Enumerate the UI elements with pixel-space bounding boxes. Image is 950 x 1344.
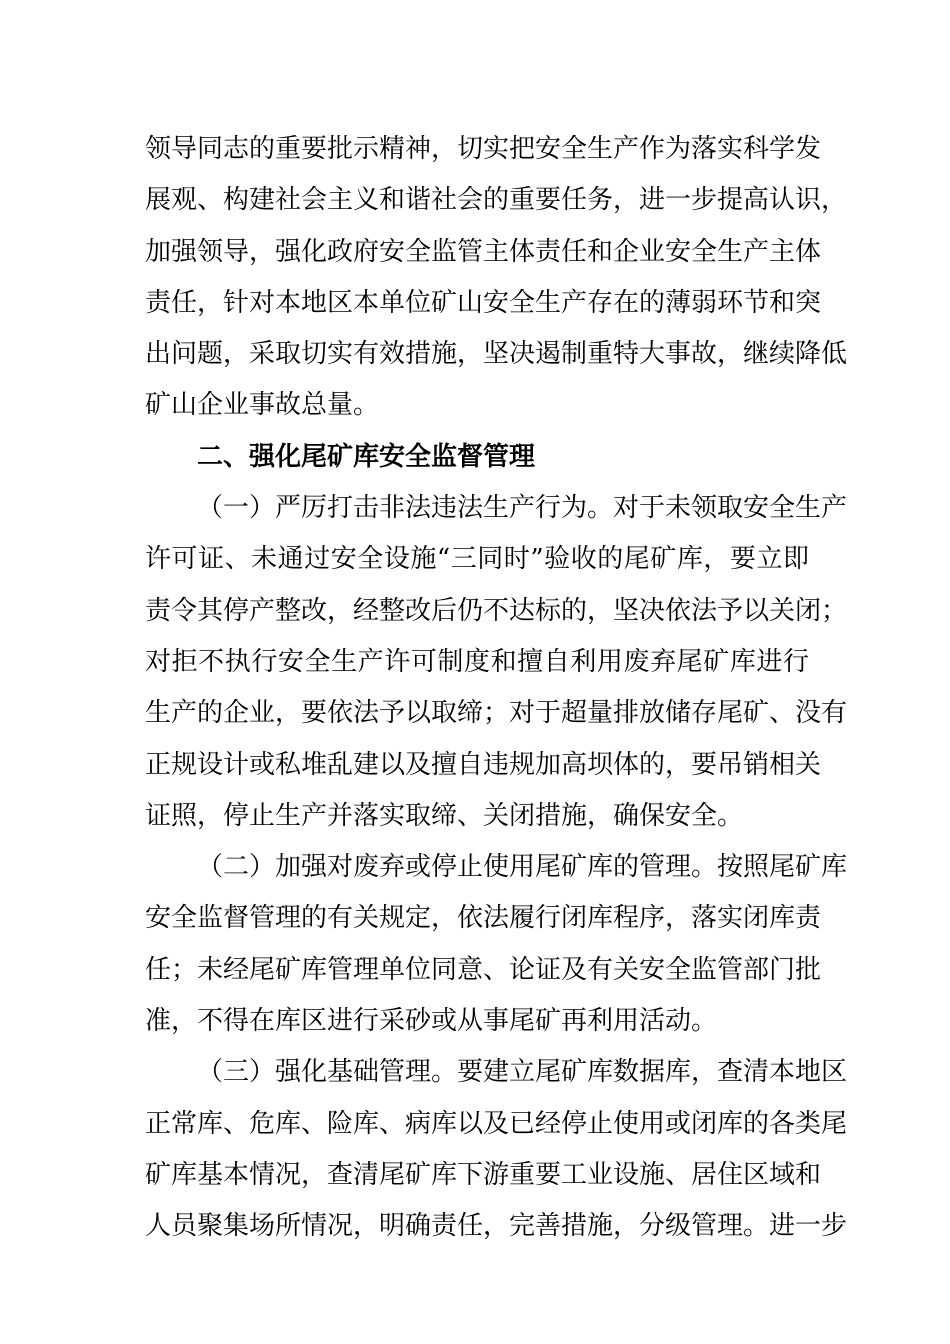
- paragraph-line: 正规设计或私堆乱建以及擅自违规加高坝体的，要吊销相关: [145, 749, 822, 780]
- paragraph-line: （三）强化基础管理。要建立尾矿库数据库，查清本地区: [197, 1057, 848, 1088]
- paragraph-line: 领导同志的重要批示精神，切实把安全生产作为落实科学发: [145, 134, 822, 164]
- paragraph-line: 任；未经尾矿库管理单位同意、论证及有关安全监管部门批: [145, 954, 822, 985]
- paragraph-line: 展观、构建社会主义和谐社会的重要任务，进一步提高认识，: [145, 185, 848, 216]
- paragraph-line: 矿库基本情况，查清尾矿库下游重要工业设施、居住区域和: [145, 1159, 822, 1190]
- paragraph-line: 生产的企业，要依法予以取缔；对于超量排放储存尾矿、没有: [145, 698, 848, 729]
- paragraph-line: 安全监督管理的有关规定，依法履行闭库程序，落实闭库责: [145, 903, 822, 934]
- document-page: [145, 124, 848, 1253]
- paragraph-line: 对拒不执行安全生产许可制度和擅自利用废弃尾矿库进行: [145, 646, 809, 677]
- paragraph-line: 人员聚集场所情况，明确责任，完善措施，分级管理。进一步: [145, 1211, 848, 1242]
- paragraph-line: 准，不得在库区进行采砂或从事尾矿再利用活动。: [145, 1006, 718, 1037]
- paragraph-line: 证照，停止生产并落实取缔、关闭措施，确保安全。: [145, 800, 744, 831]
- section-heading: 二、强化尾矿库安全监督管理: [197, 441, 536, 472]
- paragraph-line: 加强领导，强化政府安全监管主体责任和企业安全生产主体: [145, 236, 822, 267]
- paragraph-line: （二）加强对废弃或停止使用尾矿库的管理。按照尾矿库: [197, 852, 848, 883]
- paragraph-line: 责令其停产整改，经整改后仍不达标的，坚决依法予以关闭；: [145, 595, 848, 626]
- paragraph-line: （一）严厉打击非法违法生产行为。对于未领取安全生产: [197, 493, 848, 524]
- paragraph-line: 矿山企业事故总量。: [145, 390, 380, 421]
- paragraph-line: 责任，针对本地区本单位矿山安全生产存在的薄弱环节和突: [145, 287, 822, 318]
- paragraph-line: 出问题，采取切实有效措施，坚决遏制重特大事故，继续降低: [145, 339, 848, 370]
- paragraph-line: 正常库、危库、险库、病库以及已经停止使用或闭库的各类尾: [145, 1108, 848, 1139]
- paragraph-line: 许可证、未通过安全设施“三同时”验收的尾矿库，要立即: [145, 544, 809, 575]
